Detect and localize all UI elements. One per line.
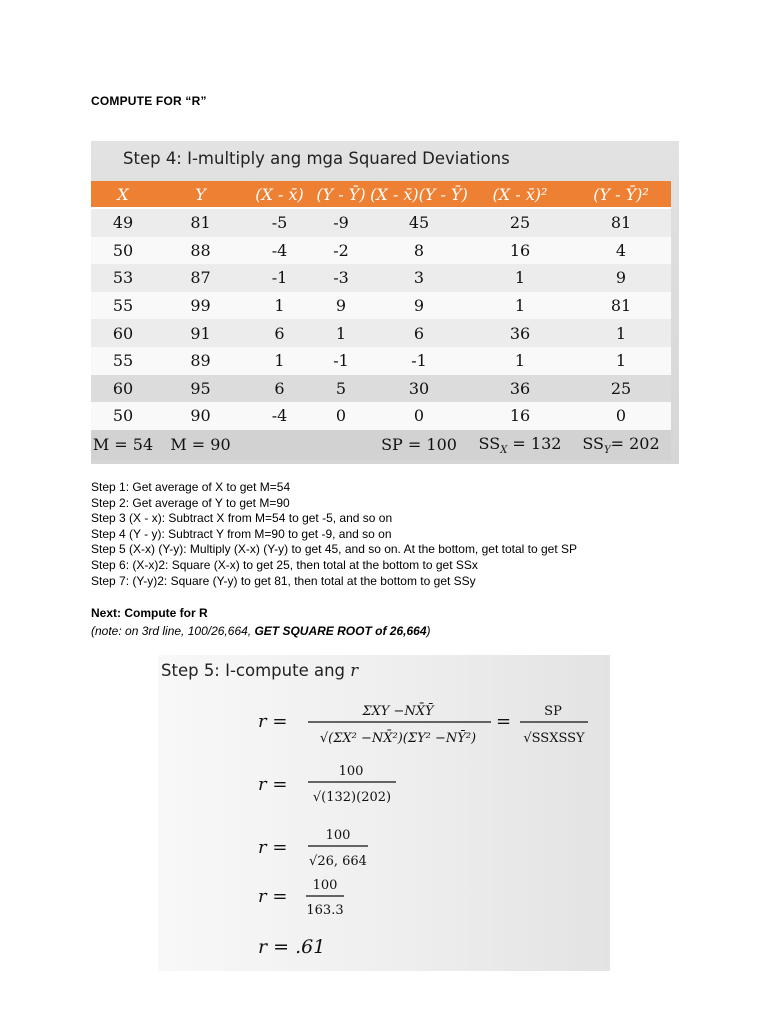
table-cell: 8 [369, 237, 469, 265]
table-cell: 1 [313, 319, 369, 347]
step5-panel [158, 655, 610, 971]
table-cell: -3 [313, 264, 369, 292]
sp-numerator: SP [544, 704, 562, 719]
table-cell: 1 [246, 347, 313, 375]
table-cell: 9 [369, 292, 469, 320]
table-cell: 95 [155, 375, 246, 403]
table-cell: -1 [246, 264, 313, 292]
step-denominator: 163.3 [306, 903, 344, 918]
table-row [91, 319, 671, 347]
mean-x: M = 54 [91, 430, 155, 460]
table-cell: 1 [469, 347, 571, 375]
step5-title: Step 5: I-compute ang r [161, 661, 359, 680]
step-line: Step 7: (Y-y)2: Square (Y-y) to get 81, then total at the bottom to get SSy [91, 573, 476, 588]
step-numerator: 100 [338, 764, 364, 779]
table-cell: 87 [155, 264, 246, 292]
r-label: r = [258, 837, 288, 858]
table-cell: 99 [155, 292, 246, 320]
table-cell: 53 [91, 264, 155, 292]
table-cell: 1 [469, 292, 571, 320]
step-numerator: 100 [325, 828, 351, 843]
table-cell: -9 [313, 208, 369, 237]
mean-y: M = 90 [155, 430, 246, 460]
step-line: Step 3 (X - x): Subtract X from M=54 to get -5, and so on [91, 511, 393, 526]
table-header-row [91, 181, 671, 208]
ssy-total: $SS_Y= 202$ [571, 430, 671, 460]
table-cell: -4 [246, 237, 313, 265]
page-heading: COMPUTE FOR “R” [91, 94, 207, 108]
equals-sign: = [496, 711, 512, 732]
table-cell: 4 [571, 237, 671, 265]
table-cell: 60 [91, 375, 155, 403]
step4-panel [91, 141, 679, 464]
table-cell: 1 [571, 319, 671, 347]
step-line: Step 4 (Y - y): Subtract Y from M=90 to get -9, and so on [91, 526, 392, 541]
table-row [91, 347, 671, 375]
table-cell: 16 [469, 237, 571, 265]
table-cell: 6 [369, 319, 469, 347]
table-cell: 30 [369, 375, 469, 403]
totals-row [91, 430, 671, 460]
table-cell: 25 [469, 208, 571, 237]
table-cell: 25 [571, 375, 671, 403]
header-x: X [91, 181, 155, 208]
header-product: (X - x̄)(Y - Ȳ) [369, 181, 469, 208]
header-y: Y [155, 181, 246, 208]
table-row [91, 292, 671, 320]
table-cell: 6 [246, 375, 313, 403]
table-row [91, 375, 671, 403]
table-cell: 91 [155, 319, 246, 347]
table-cell: 0 [313, 402, 369, 430]
table-cell: 88 [155, 237, 246, 265]
formula-numerator: ΣXY −NX̄Ȳ [362, 704, 434, 719]
square-root-note: (note: on 3rd line, 100/26,664, GET SQUARE ROOT of 26,664) [91, 624, 431, 638]
r-label: r = [258, 711, 288, 732]
step-denominator: √26, 664 [309, 854, 367, 869]
step-denominator: √(132)(202) [312, 790, 392, 805]
deviation-table [91, 181, 671, 460]
header-y-dev: (Y - Ȳ) [313, 181, 369, 208]
table-cell: 81 [155, 208, 246, 237]
table-cell: 81 [571, 292, 671, 320]
r-label: r = [258, 886, 288, 907]
table-cell: 45 [369, 208, 469, 237]
table-cell: 3 [369, 264, 469, 292]
step-numerator: 100 [312, 878, 338, 893]
r-result: r = .61 [258, 936, 326, 958]
table-cell: 9 [313, 292, 369, 320]
table-row [91, 208, 671, 237]
ssx-total: $SS_X = 132$ [469, 430, 571, 460]
table-cell: 81 [571, 208, 671, 237]
formula-area [158, 655, 610, 971]
step-line: Step 5 (X-x) (Y-y): Multiply (X-x) (Y-y) to get 45, and so on. At the bottom, get total to get SP [91, 542, 577, 557]
table-cell: -5 [246, 208, 313, 237]
header-x-dev: (X - x̄) [246, 181, 313, 208]
header-y-dev-sq: (Y - Ȳ)² [571, 181, 671, 208]
step4-title: Step 4: I-multiply ang mga Squared Deviations [123, 149, 510, 168]
table-row [91, 237, 671, 265]
ss-denominator: √SSXSSY [523, 731, 585, 746]
table-row [91, 264, 671, 292]
header-x-dev-sq: (X - x̄)² [469, 181, 571, 208]
step-line: Step 2: Get average of Y to get M=90 [91, 495, 290, 510]
table-cell: -4 [246, 402, 313, 430]
next-heading: Next: Compute for R [91, 606, 208, 620]
table-cell: 50 [91, 237, 155, 265]
step-line: Step 1: Get average of X to get M=54 [91, 480, 291, 494]
steps-list [91, 480, 577, 589]
table-cell: 60 [91, 319, 155, 347]
table-cell: 1 [571, 347, 671, 375]
table-cell: 90 [155, 402, 246, 430]
table-cell: 0 [571, 402, 671, 430]
table-cell: 36 [469, 375, 571, 403]
table-cell: 0 [369, 402, 469, 430]
table-cell: 89 [155, 347, 246, 375]
table-cell: -1 [369, 347, 469, 375]
table-cell: -1 [313, 347, 369, 375]
table-row [91, 402, 671, 430]
table-cell: 55 [91, 292, 155, 320]
table-cell: 49 [91, 208, 155, 237]
table-cell: 55 [91, 347, 155, 375]
sp-total: SP = 100 [369, 430, 469, 460]
table-cell: 9 [571, 264, 671, 292]
table-cell: 5 [313, 375, 369, 403]
table-cell: 1 [246, 292, 313, 320]
table-cell: 16 [469, 402, 571, 430]
step-line: Step 6: (X-x)2: Square (X-x) to get 25, then total at the bottom to get SSx [91, 557, 478, 572]
r-label: r = [258, 774, 288, 795]
table-cell: -2 [313, 237, 369, 265]
table-cell: 36 [469, 319, 571, 347]
table-cell: 1 [469, 264, 571, 292]
table-cell: 50 [91, 402, 155, 430]
formula-denominator: √(ΣX² −NX̄²)(ΣY² −NȲ²) [319, 731, 477, 746]
table-cell: 6 [246, 319, 313, 347]
